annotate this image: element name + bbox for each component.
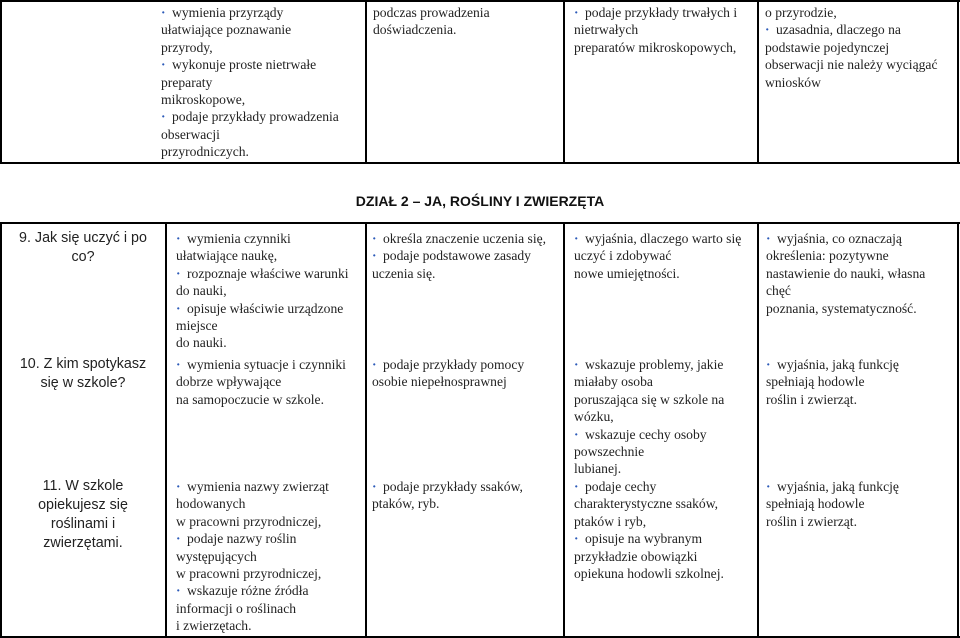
text-line: · wymienia nazwy zwierząt: [176, 479, 329, 494]
text-line: · wskazuje cechy osoby: [574, 426, 707, 442]
text-line: charakterystyczne ssaków,: [574, 496, 719, 512]
main-table-divider-2: [563, 222, 565, 638]
top-table-top-border: [0, 0, 960, 2]
text-line: · podaje przykłady trwałych i: [574, 5, 738, 20]
top-table-right-border: [957, 0, 959, 164]
top-cell-3: [574, 4, 754, 56]
text-line: miejsce: [176, 318, 218, 334]
bullet-icon: ·: [574, 5, 579, 20]
text-line: lubianej.: [574, 461, 622, 477]
text-line: · wymienia sytuacje i czynniki: [176, 357, 346, 372]
bullet-icon: ·: [574, 479, 579, 494]
bullet-icon: ·: [161, 57, 166, 73]
bullet-icon: ·: [574, 231, 579, 246]
text-line: ułatwiające poznawanie: [161, 22, 292, 38]
row9-cell-2: [372, 230, 560, 282]
text-line: co?: [71, 249, 95, 265]
text-line: · wskazuje problemy, jakie: [574, 357, 724, 372]
row11-cell-1: [176, 478, 362, 635]
text-line: 11. W szkole: [42, 478, 124, 494]
bullet-icon: ·: [176, 300, 181, 316]
text-line: dobrze wpływające: [176, 374, 282, 390]
text-line: uczyć i zdobywać: [574, 248, 672, 264]
text-line: ptaków i ryb,: [574, 513, 647, 529]
lesson-title-10: [4, 355, 162, 393]
text-line: 9. Jak się uczyć i po: [19, 230, 147, 246]
text-line: podczas prowadzenia: [373, 5, 490, 20]
top-table-left-border: [0, 0, 2, 164]
text-line: preparaty: [161, 74, 213, 90]
top-cell-4: [765, 4, 955, 91]
text-line: i zwierzętach.: [176, 618, 252, 634]
text-line: do nauki.: [176, 335, 227, 351]
text-line: przyrody,: [161, 39, 213, 55]
text-line: roślin i zwierząt.: [766, 391, 857, 407]
text-line: · wykonuje proste nietrwałe: [161, 57, 317, 73]
text-line: o przyrodzie,: [765, 5, 837, 20]
text-line: podstawie pojedynczej: [765, 39, 890, 55]
text-line: nietrwałych: [574, 22, 639, 38]
text-line: obserwacji nie należy wyciągać: [765, 57, 938, 73]
bullet-icon: ·: [766, 479, 771, 494]
bullet-icon: ·: [765, 22, 770, 38]
bullet-icon: ·: [176, 265, 181, 281]
bullet-icon: ·: [574, 426, 579, 442]
main-table-top-border: [0, 222, 960, 224]
text-line: wózku,: [574, 409, 614, 425]
lesson-title-9: [4, 229, 162, 267]
text-line: · wymienia czynniki: [176, 231, 291, 246]
main-table-left-border: [0, 222, 2, 638]
top-table-divider-3: [757, 0, 759, 164]
top-table-divider-2: [563, 0, 565, 164]
section-heading: DZIAŁ 2 – JA, ROŚLINY I ZWIERZĘTA: [355, 193, 605, 209]
row11-cell-4: [766, 478, 954, 530]
text-line: doświadczenia.: [373, 22, 457, 38]
text-line: ptaków, ryb.: [372, 496, 440, 512]
text-line: · wyjaśnia, jaką funkcję: [766, 479, 899, 494]
text-line: przyrodniczych.: [161, 144, 249, 160]
row9-cell-3: [574, 230, 754, 282]
bullet-icon: ·: [176, 231, 181, 246]
text-line: nowe umiejętności.: [574, 265, 680, 281]
text-line: · podaje cechy: [574, 479, 657, 494]
row10-cell-4: [766, 356, 954, 408]
bullet-icon: ·: [574, 531, 579, 547]
bullet-icon: ·: [161, 5, 166, 20]
text-line: opiekujesz się: [38, 497, 128, 513]
bullet-icon: ·: [574, 357, 579, 372]
row11-cell-2: [372, 478, 560, 513]
text-line: · podaje przykłady prowadzenia: [161, 109, 339, 125]
text-line: przykładzie obowiązki: [574, 548, 698, 564]
row10-cell-3: [574, 356, 754, 478]
text-line: ułatwiające naukę,: [176, 248, 278, 264]
top-cell-2: [373, 4, 559, 39]
text-line: na samopoczucie w szkole.: [176, 391, 324, 407]
text-line: określenia: pozytywne: [766, 248, 889, 264]
text-line: · wskazuje różne źródła: [176, 583, 309, 599]
text-line: roślin i zwierząt.: [766, 513, 857, 529]
text-line: · uzasadnia, dlaczego na: [765, 22, 901, 38]
text-line: występujących: [176, 548, 257, 564]
row9-cell-1: [176, 230, 362, 352]
text-line: · wymienia przyrządy: [161, 5, 284, 20]
text-line: wniosków: [765, 74, 821, 90]
text-line: · opisuje na wybranym: [574, 531, 703, 547]
bullet-icon: ·: [372, 248, 377, 264]
text-line: opiekuna hodowli szkolnej.: [574, 566, 724, 582]
text-line: powszechnie: [574, 444, 645, 460]
bullet-icon: ·: [176, 357, 181, 372]
text-line: · rozpoznaje właściwe warunki: [176, 265, 349, 281]
bullet-icon: ·: [161, 109, 166, 125]
text-line: chęć: [766, 283, 791, 299]
text-line: spełniają hodowle: [766, 374, 865, 390]
top-table-bottom-border: [0, 162, 960, 164]
main-table-divider-0: [165, 222, 167, 638]
text-line: spełniają hodowle: [766, 496, 865, 512]
bullet-icon: ·: [176, 531, 181, 547]
text-line: · podaje podstawowe zasady: [372, 248, 531, 264]
bullet-icon: ·: [372, 231, 377, 246]
bullet-icon: ·: [372, 357, 377, 372]
bullet-icon: ·: [766, 357, 771, 372]
text-line: · wyjaśnia, co oznaczają: [766, 231, 902, 246]
text-line: · określa znaczenie uczenia się,: [372, 231, 547, 246]
top-table-divider-1: [365, 0, 367, 164]
text-line: w pracowni przyrodniczej,: [176, 513, 322, 529]
text-line: zwierzętami.: [43, 535, 123, 551]
bullet-icon: ·: [176, 583, 181, 599]
text-line: · wyjaśnia, dlaczego warto się: [574, 231, 742, 246]
text-line: · podaje nazwy roślin: [176, 531, 297, 547]
text-line: poruszająca się w szkole na: [574, 391, 725, 407]
text-line: · wyjaśnia, jaką funkcję: [766, 357, 899, 372]
row11-cell-3: [574, 478, 754, 582]
main-table-divider-1: [365, 222, 367, 638]
bullet-icon: ·: [176, 479, 181, 494]
row9-cell-4: [766, 230, 954, 317]
text-line: · podaje przykłady pomocy: [372, 357, 525, 372]
text-line: hodowanych: [176, 496, 246, 512]
text-line: nastawienie do nauki, własna: [766, 265, 926, 281]
text-line: się w szkole?: [40, 375, 126, 391]
text-line: informacji o roślinach: [176, 600, 297, 616]
text-line: w pracowni przyrodniczej,: [176, 566, 322, 582]
text-line: do nauki,: [176, 283, 227, 299]
bullet-icon: ·: [766, 231, 771, 246]
text-line: mikroskopowe,: [161, 92, 246, 108]
main-table-divider-3: [757, 222, 759, 638]
text-line: · podaje przykłady ssaków,: [372, 479, 523, 494]
main-table-right-border: [957, 222, 959, 638]
text-line: osobie niepełnosprawnej: [372, 374, 507, 390]
bullet-icon: ·: [372, 479, 377, 494]
lesson-title-11: [4, 477, 162, 553]
text-line: · opisuje właściwie urządzone: [176, 300, 344, 316]
text-line: uczenia się.: [372, 265, 436, 281]
top-cell-1: [161, 4, 361, 161]
text-line: roślinami i: [50, 516, 116, 532]
text-line: miałaby osoba: [574, 374, 653, 390]
row10-cell-2: [372, 356, 560, 391]
text-line: preparatów mikroskopowych,: [574, 39, 737, 55]
text-line: 10. Z kim spotykasz: [19, 356, 147, 372]
text-line: obserwacji: [161, 126, 220, 142]
row10-cell-1: [176, 356, 362, 408]
text-line: poznania, systematyczność.: [766, 300, 917, 316]
